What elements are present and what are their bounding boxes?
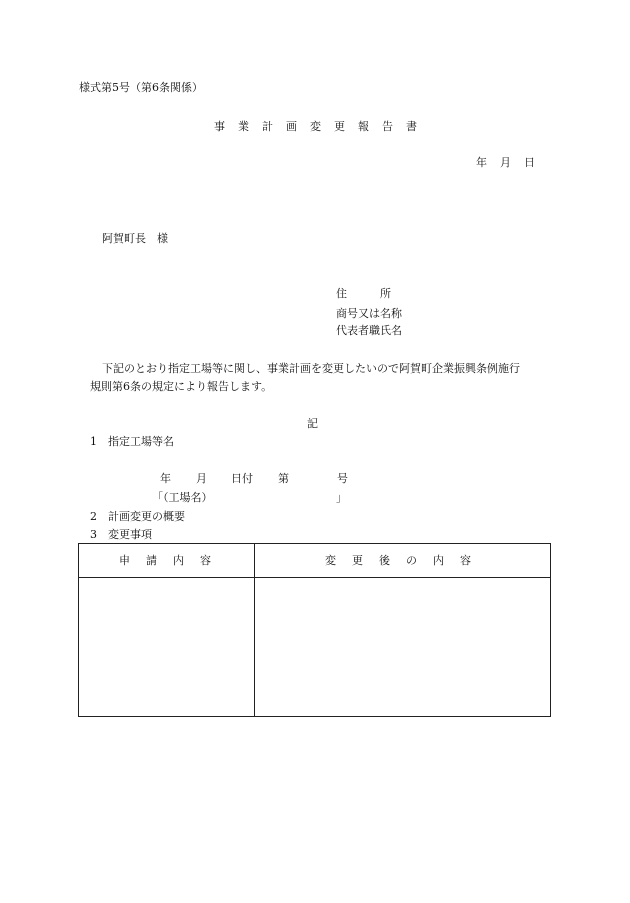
item-2-label: 計画変更の概要 (108, 510, 185, 523)
item-1-number: 1 (90, 435, 97, 448)
cell-application-content[interactable] (79, 578, 254, 716)
addressee: 阿賀町長 様 (102, 232, 168, 245)
form-number: 様式第5号（第6条関係） (79, 81, 203, 94)
ki-heading: 記 (307, 417, 318, 430)
factory-name-close: 」 (336, 491, 347, 504)
header-application-content: 申請内容 (119, 554, 227, 567)
item-3-number: 3 (90, 528, 97, 541)
body-line-1: 下記のとおり指定工場等に関し、事業計画を変更したいので阿賀町企業振興条例施行 (102, 362, 520, 375)
item-3-label: 変更事項 (108, 528, 152, 541)
factory-name-open: 「（工場名） (152, 491, 213, 504)
date-day: 日 (524, 156, 535, 169)
cell-changed-content[interactable] (255, 578, 550, 716)
designation-year: 年 (160, 472, 171, 485)
item-2-number: 2 (90, 510, 97, 523)
date-year: 年 (476, 156, 487, 169)
address-label: 住 所 (336, 287, 391, 300)
designation-dai: 第 (278, 472, 289, 485)
designation-month: 月 (196, 472, 207, 485)
document-title: 事業計画変更報告書 (214, 120, 430, 133)
company-name-label: 商号又は名称 (336, 307, 402, 320)
designation-dated: 日付 (231, 472, 253, 485)
body-line-2: 規則第6条の規定により報告します。 (90, 380, 273, 393)
date-month: 月 (500, 156, 511, 169)
item-1-label: 指定工場等名 (108, 435, 174, 448)
representative-label: 代表者職氏名 (336, 324, 402, 337)
change-table (78, 543, 551, 717)
header-changed-content: 変更後の内容 (325, 554, 487, 567)
designation-go: 号 (337, 472, 348, 485)
